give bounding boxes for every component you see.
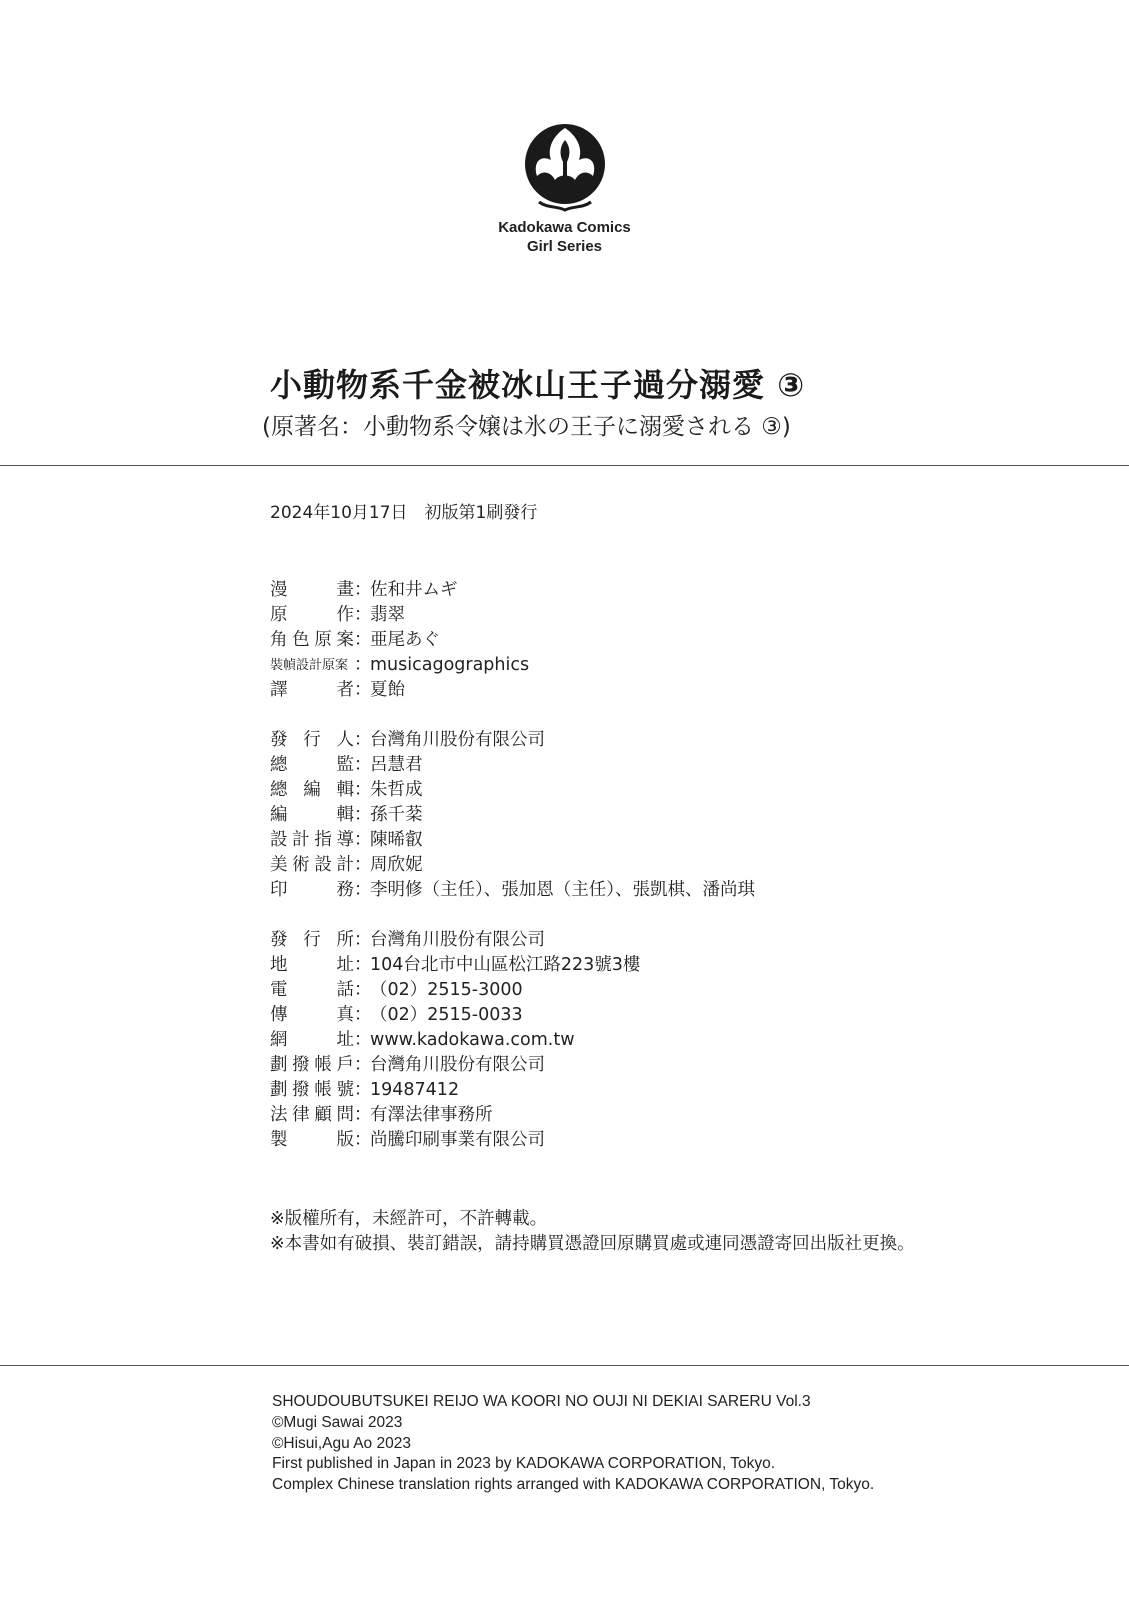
english-credit-line: First published in Japan in 2023 by KADOKAWA CORPORATION, Tokyo.	[272, 1455, 776, 1473]
edition-line: 2024年10月17日 初版第1刷發行	[270, 503, 538, 523]
credit-separator: ：	[354, 680, 372, 700]
credit-label	[270, 1028, 354, 1053]
credit-label	[270, 1053, 354, 1078]
credit-separator: ：	[354, 1105, 372, 1125]
credit-row	[270, 828, 755, 853]
english-credits	[272, 1392, 874, 1496]
note-line: ※本書如有破損、裝訂錯誤，請持購買憑證回原購買處或連同憑證寄回出版社更換。	[270, 1234, 915, 1254]
credit-label-char: 指	[314, 830, 332, 850]
credit-separator: ：	[354, 980, 372, 1000]
credit-label-char: 編	[270, 805, 288, 825]
credits-group-staff	[270, 728, 755, 903]
credit-separator: ：	[354, 605, 372, 625]
credit-label-char: 律	[292, 1105, 310, 1125]
credit-row	[270, 878, 755, 903]
credit-value: 佐和井ムギ	[370, 580, 458, 600]
credit-row	[270, 678, 529, 703]
credit-separator: ：	[354, 1030, 372, 1050]
credit-value: 台灣角川股份有限公司	[370, 1055, 545, 1075]
credit-label	[270, 878, 354, 903]
credit-label	[270, 853, 354, 878]
credit-label-char: 務	[336, 880, 354, 900]
credit-label-char: 網	[270, 1030, 288, 1050]
book-title: 小動物系千金被冰山王子過分溺愛 ③	[270, 366, 806, 404]
credit-label	[270, 928, 354, 953]
credit-label-char: 撥	[292, 1080, 310, 1100]
logo-line-1: Kadokawa Comics	[498, 219, 631, 236]
credit-label-char: 電	[270, 980, 288, 1000]
credit-value: 尚騰印刷事業有限公司	[370, 1130, 545, 1150]
credit-label-char: 作	[336, 605, 354, 625]
credit-label	[270, 803, 354, 828]
copyright-notes	[270, 1207, 915, 1257]
credit-label-char: 行	[303, 730, 321, 750]
credit-label-char: 畫	[336, 580, 354, 600]
credit-row	[270, 1028, 640, 1053]
credit-row	[270, 1053, 640, 1078]
bottom-divider	[0, 1365, 1129, 1366]
credit-separator: ：	[354, 630, 372, 650]
credit-label-char: 美	[270, 855, 288, 875]
credit-label-char: 總	[270, 755, 288, 775]
credit-label-char: 漫	[270, 580, 288, 600]
credit-label-char: 號	[336, 1080, 354, 1100]
credit-row	[270, 803, 755, 828]
credit-row	[270, 778, 755, 803]
top-divider	[0, 465, 1129, 466]
credit-label	[270, 753, 354, 778]
credit-value: 陳晞叡	[370, 830, 423, 850]
credit-label	[270, 1103, 354, 1128]
credit-label-char: 輯	[336, 780, 354, 800]
credit-label	[270, 1003, 354, 1028]
credit-value: 台灣角川股份有限公司	[370, 930, 545, 950]
credit-value: 翡翠	[370, 605, 405, 625]
credit-separator: ：	[354, 755, 372, 775]
credit-label-char: 發	[270, 730, 288, 750]
credit-label	[270, 1078, 354, 1103]
credit-label	[270, 603, 354, 628]
credit-separator: ：	[354, 830, 372, 850]
credit-row	[270, 928, 640, 953]
credit-label-char: 原	[270, 605, 288, 625]
credit-label-char: 行	[303, 930, 321, 950]
credit-label-char: 劃	[270, 1080, 288, 1100]
credit-value: （02）2515-0033	[370, 1005, 523, 1025]
credit-label-char: 發	[270, 930, 288, 950]
credit-label-char: 話	[336, 980, 354, 1000]
credit-label-char: 案	[336, 630, 354, 650]
credit-row	[270, 603, 529, 628]
credit-label-char: 輯	[336, 805, 354, 825]
credit-label-char: 設	[270, 830, 288, 850]
credit-label-char: 計	[336, 855, 354, 875]
credit-separator: ：	[354, 730, 372, 750]
credit-label	[270, 678, 354, 703]
credit-separator: ：	[354, 1005, 372, 1025]
credit-label-char: 法	[270, 1105, 288, 1125]
publisher-logo	[0, 118, 1129, 256]
credit-label-char: 撥	[292, 1055, 310, 1075]
credit-value: 台灣角川股份有限公司	[370, 730, 545, 750]
credit-label-char: 色	[292, 630, 310, 650]
credit-label-char: 劃	[270, 1055, 288, 1075]
credit-value: musicagographics	[370, 655, 530, 675]
logo-line-2: Girl Series	[526, 238, 603, 255]
credit-label-char: 人	[336, 730, 354, 750]
credit-label-char: 戶	[336, 1055, 354, 1075]
credit-separator: ：	[354, 880, 372, 900]
credit-row	[270, 753, 755, 778]
credit-separator: ：	[354, 855, 372, 875]
credit-label-char: 印	[270, 880, 288, 900]
credits-group-publisher	[270, 928, 640, 1153]
credit-label-char: 問	[336, 1105, 354, 1125]
credit-separator: ：	[354, 1130, 372, 1150]
credit-label	[270, 828, 354, 853]
credit-label-char: 者	[336, 680, 354, 700]
credit-value: www.kadokawa.com.tw	[370, 1030, 575, 1050]
credit-label-char: 設	[314, 855, 332, 875]
credit-label-char: 址	[336, 1030, 354, 1050]
credit-label-char: 監	[336, 755, 354, 775]
credit-label-char: 角	[270, 630, 288, 650]
credit-label: 裝幀設計原案	[270, 658, 349, 673]
credit-row	[270, 853, 755, 878]
credit-label-char: 帳	[314, 1080, 332, 1100]
credit-label	[270, 1128, 354, 1153]
credit-row	[270, 1078, 640, 1103]
credit-label-char: 計	[292, 830, 310, 850]
credit-label	[270, 978, 354, 1003]
credit-label-char: 地	[270, 955, 288, 975]
credit-value: 亜尾あぐ	[370, 630, 440, 650]
english-credit-line: ©Hisui,Agu Ao 2023	[272, 1434, 411, 1452]
credit-row	[270, 1103, 640, 1128]
credit-separator: ：	[354, 1055, 372, 1075]
credit-label	[270, 578, 354, 603]
credit-row	[270, 578, 529, 603]
credit-separator: ：	[354, 580, 372, 600]
credit-label	[270, 628, 354, 653]
credit-separator: ：	[354, 930, 372, 950]
credit-row	[270, 628, 529, 653]
credit-label-char: 傳	[270, 1005, 288, 1025]
credit-separator: ：	[354, 780, 372, 800]
credits-group-creators	[270, 578, 529, 703]
credit-label-char: 總	[270, 780, 288, 800]
credit-label	[270, 728, 354, 753]
credit-label-char: 導	[336, 830, 354, 850]
credit-row	[270, 978, 640, 1003]
credit-row	[270, 1128, 640, 1153]
credit-label-char: 譯	[270, 680, 288, 700]
credit-value: 呂慧君	[370, 755, 423, 775]
phoenix-emblem-icon	[517, 118, 613, 218]
credit-value: 周欣妮	[370, 855, 423, 875]
credit-value: 夏飴	[370, 680, 405, 700]
credit-value: 104台北市中山區松江路223號3樓	[370, 955, 641, 975]
credit-value: 有澤法律事務所	[370, 1105, 493, 1125]
credit-value: 朱哲成	[370, 780, 423, 800]
credit-label-char: 原	[314, 630, 332, 650]
credit-label-char: 址	[336, 955, 354, 975]
credit-value: 李明修（主任）、張加恩（主任）、張凱棋、潘尚琪	[370, 880, 755, 900]
credit-label-char: 所	[336, 930, 354, 950]
credit-separator: ：	[354, 955, 372, 975]
credit-row	[270, 728, 755, 753]
credit-label	[270, 953, 354, 978]
note-line: ※版權所有，未經許可，不許轉載。	[270, 1209, 548, 1229]
credit-value: 孫千棻	[370, 805, 423, 825]
credit-label	[270, 778, 354, 803]
credit-label-char: 編	[303, 780, 321, 800]
credit-value: （02）2515-3000	[370, 980, 523, 1000]
original-title: (原著名：小動物系令嬢は氷の王子に溺愛される ③)	[262, 414, 791, 440]
credit-row	[270, 653, 529, 678]
english-credit-line: ©Mugi Sawai 2023	[272, 1413, 403, 1431]
credit-label-char: 帳	[314, 1055, 332, 1075]
credit-label-char: 顧	[314, 1105, 332, 1125]
credit-separator: ：	[354, 1080, 372, 1100]
credit-row	[270, 953, 640, 978]
english-credit-line: SHOUDOUBUTSUKEI REIJO WA KOORI NO OUJI NI DEKIAI SARERU Vol.3	[272, 1393, 811, 1410]
credit-separator: ：	[354, 655, 372, 675]
credit-label-char: 版	[336, 1130, 354, 1150]
credit-label-char: 術	[292, 855, 310, 875]
credit-value: 19487412	[370, 1080, 460, 1100]
credit-label-char: 製	[270, 1130, 288, 1150]
credit-label-char: 真	[336, 1005, 354, 1025]
credit-row	[270, 1003, 640, 1028]
credit-separator: ：	[354, 805, 372, 825]
english-credit-line: Complex Chinese translation rights arranged with KADOKAWA CORPORATION, Tokyo.	[272, 1476, 875, 1494]
